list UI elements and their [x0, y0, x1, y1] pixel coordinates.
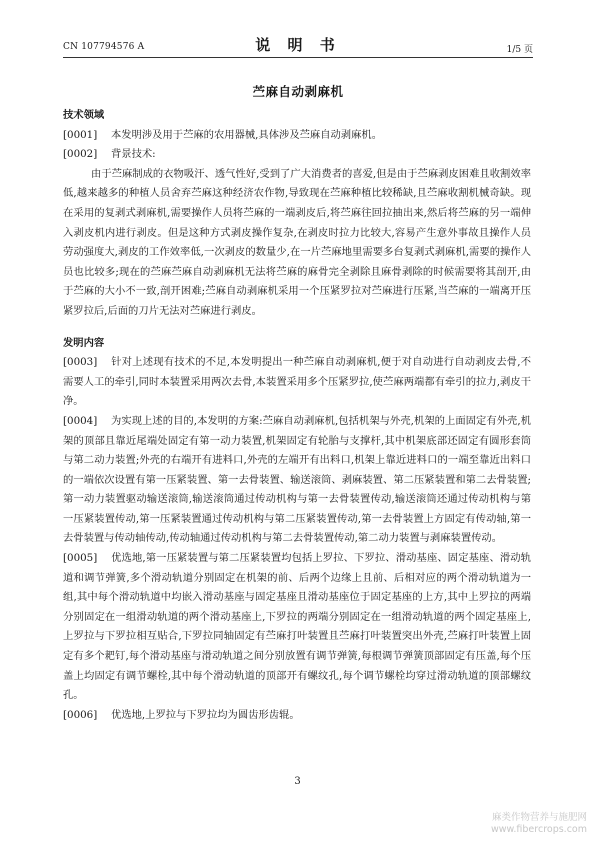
paragraph-text: 为实现上述的目的,本发明的方案:苎麻自动剥麻机,包括机架与外壳,机架的上面固定有外壳,机架的顶部且靠近尾端处固定有第一动力装置,机架固定有轮胎与支撑杆,其中机架底部还固定有圆形套筒与第二动力装置;外壳的右端开有进料口,外壳的左端开有出料口,机架上靠近进料口的一端至靠近出料口的一端依次设置有第一压紧装置、第一去骨装置、输送滚筒、剥麻装置、第二压紧装置和第二去骨装置;第一动力装置驱动输送滚筒,输送滚筒通过传动机构与第一去骨装置传动,输送滚筒还通过传动机构与第一压紧装置传动,第一压紧装置通过传动机构与第二压紧装置传动,第一去骨装置上方固定有传动轴,第一去骨装置与传动轴传动,传动轴通过传动机构与第二去骨装置传动,第二动力装置与剥麻装置传动。 [63, 414, 531, 545]
paragraph-number: [0006] [63, 708, 98, 721]
paragraph-number: [0001] [63, 128, 98, 141]
section-spacer [63, 322, 531, 334]
paragraph-text: 优选地,上罗拉与下罗拉均为圆齿形齿辊。 [111, 708, 300, 721]
paragraph-0006 [63, 706, 531, 726]
paragraph-0002-body: 由于苎麻制成的衣物吸汗、透气性好,受到了广大消费者的喜爱,但是由于苎麻剥皮困难且收割效率低,越来越多的种植人员舍弃苎麻这种经济农作物,导致现在苎麻种植比较稀缺,且苎麻收割机械奇缺。现在采用的复剥式剥麻机,需要操作人员将苎麻的一端剥皮后,将苎麻往回拉抽出来,然后将苎麻的另一端伸入剥皮机内进行剥皮。但是这种方式剥皮操作复杂,在剥皮时拉力比较大,容易产生意外事故且操作人员劳动强度大,剥皮的工作效率低,一次剥皮的数量少,在一片苎麻地里需要多台复剥式剥麻机,需要的操作人员也比较多;现在的苎麻苎麻自动剥麻机无法将苎麻的麻骨完全剥除且麻骨剥除的时候需要将其剖开,由于苎麻的大小不一致,剖开困难;苎麻自动剥麻机采用一个压紧罗拉对苎麻进行压紧,当苎麻的一端离开压紧罗拉后,后面的刀片无法对苎麻进行剥皮。 [63, 167, 531, 317]
watermark-url: www.fibercrops.com [490, 824, 587, 835]
paragraph-0005 [63, 549, 531, 706]
paragraph-text: 针对上述现有技术的不足,本发明提出一种苎麻自动剥麻机,便于对自动进行自动剥皮去骨,不需要人工的牵引,同时本装置采用两次去骨,本装置采用多个压紧罗拉,使苎麻两端都有牵引的拉力,剥皮干净。 [63, 356, 531, 408]
paragraph-text: 优选地,第一压紧装置与第二压紧装置均包括上罗拉、下罗拉、滑动基座、固定基座、滑动轨道和调节弹簧,多个滑动轨道分别固定在机架的前、后两个边缘上且前、后相对应的两个滑动轨道为一组,其中每个滑动轨道中均嵌入滑动基座与固定基座且滑动基座位于固定基座的上方,其中上罗拉的两端分别固定在一组滑动轨道的两个滑动基座上,下罗拉的两端分别固定在一组滑动轨道的两个固定基座上,上罗拉与下罗拉相互贴合,下罗拉同轴固定有苎麻打叶装置且苎麻打叶装置突出外壳,苎麻打叶装置上固定有多个耙钉,每个滑动基座与滑动轨道之间分别放置有调节弹簧,每根调节弹簧顶部固定有压盖,每个压盖上均固定有调节螺栓,其中每个滑动轨道的顶部开有螺纹孔,每个调节螺栓均穿过滑动轨道的顶部螺纹孔。 [63, 552, 531, 702]
paragraph-0004 [63, 412, 531, 549]
paragraph-number: [0004] [63, 414, 98, 427]
paragraph-0001 [63, 126, 531, 146]
page-number: 3 [294, 776, 301, 787]
document-title: 苎麻自动剥麻机 [252, 84, 344, 99]
paragraph-number: [0005] [63, 552, 98, 565]
section-heading-summary: 发明内容 [63, 336, 105, 349]
paragraph-subheading: 背景技术: [111, 148, 156, 161]
document-body [63, 106, 531, 725]
watermark-site-name: 麻类作物营养与施肥网 [491, 812, 587, 823]
paragraph-number: [0002] [63, 148, 98, 161]
section-heading-field: 技术领域 [63, 109, 105, 121]
page-indicator: 1/5 页 [506, 45, 533, 55]
document-type: 说 明 书 [255, 36, 341, 54]
paragraph-0003 [63, 353, 531, 412]
header-divider [63, 57, 533, 58]
paragraph-text: 本发明涉及用于苎麻的农用器械,具体涉及苎麻自动剥麻机。 [111, 128, 382, 141]
paragraph-number: [0003] [63, 356, 98, 369]
watermark [491, 812, 587, 836]
page-header [63, 34, 533, 58]
patent-number: CN 107794576 A [63, 42, 145, 52]
paragraph-0002 [63, 145, 531, 165]
